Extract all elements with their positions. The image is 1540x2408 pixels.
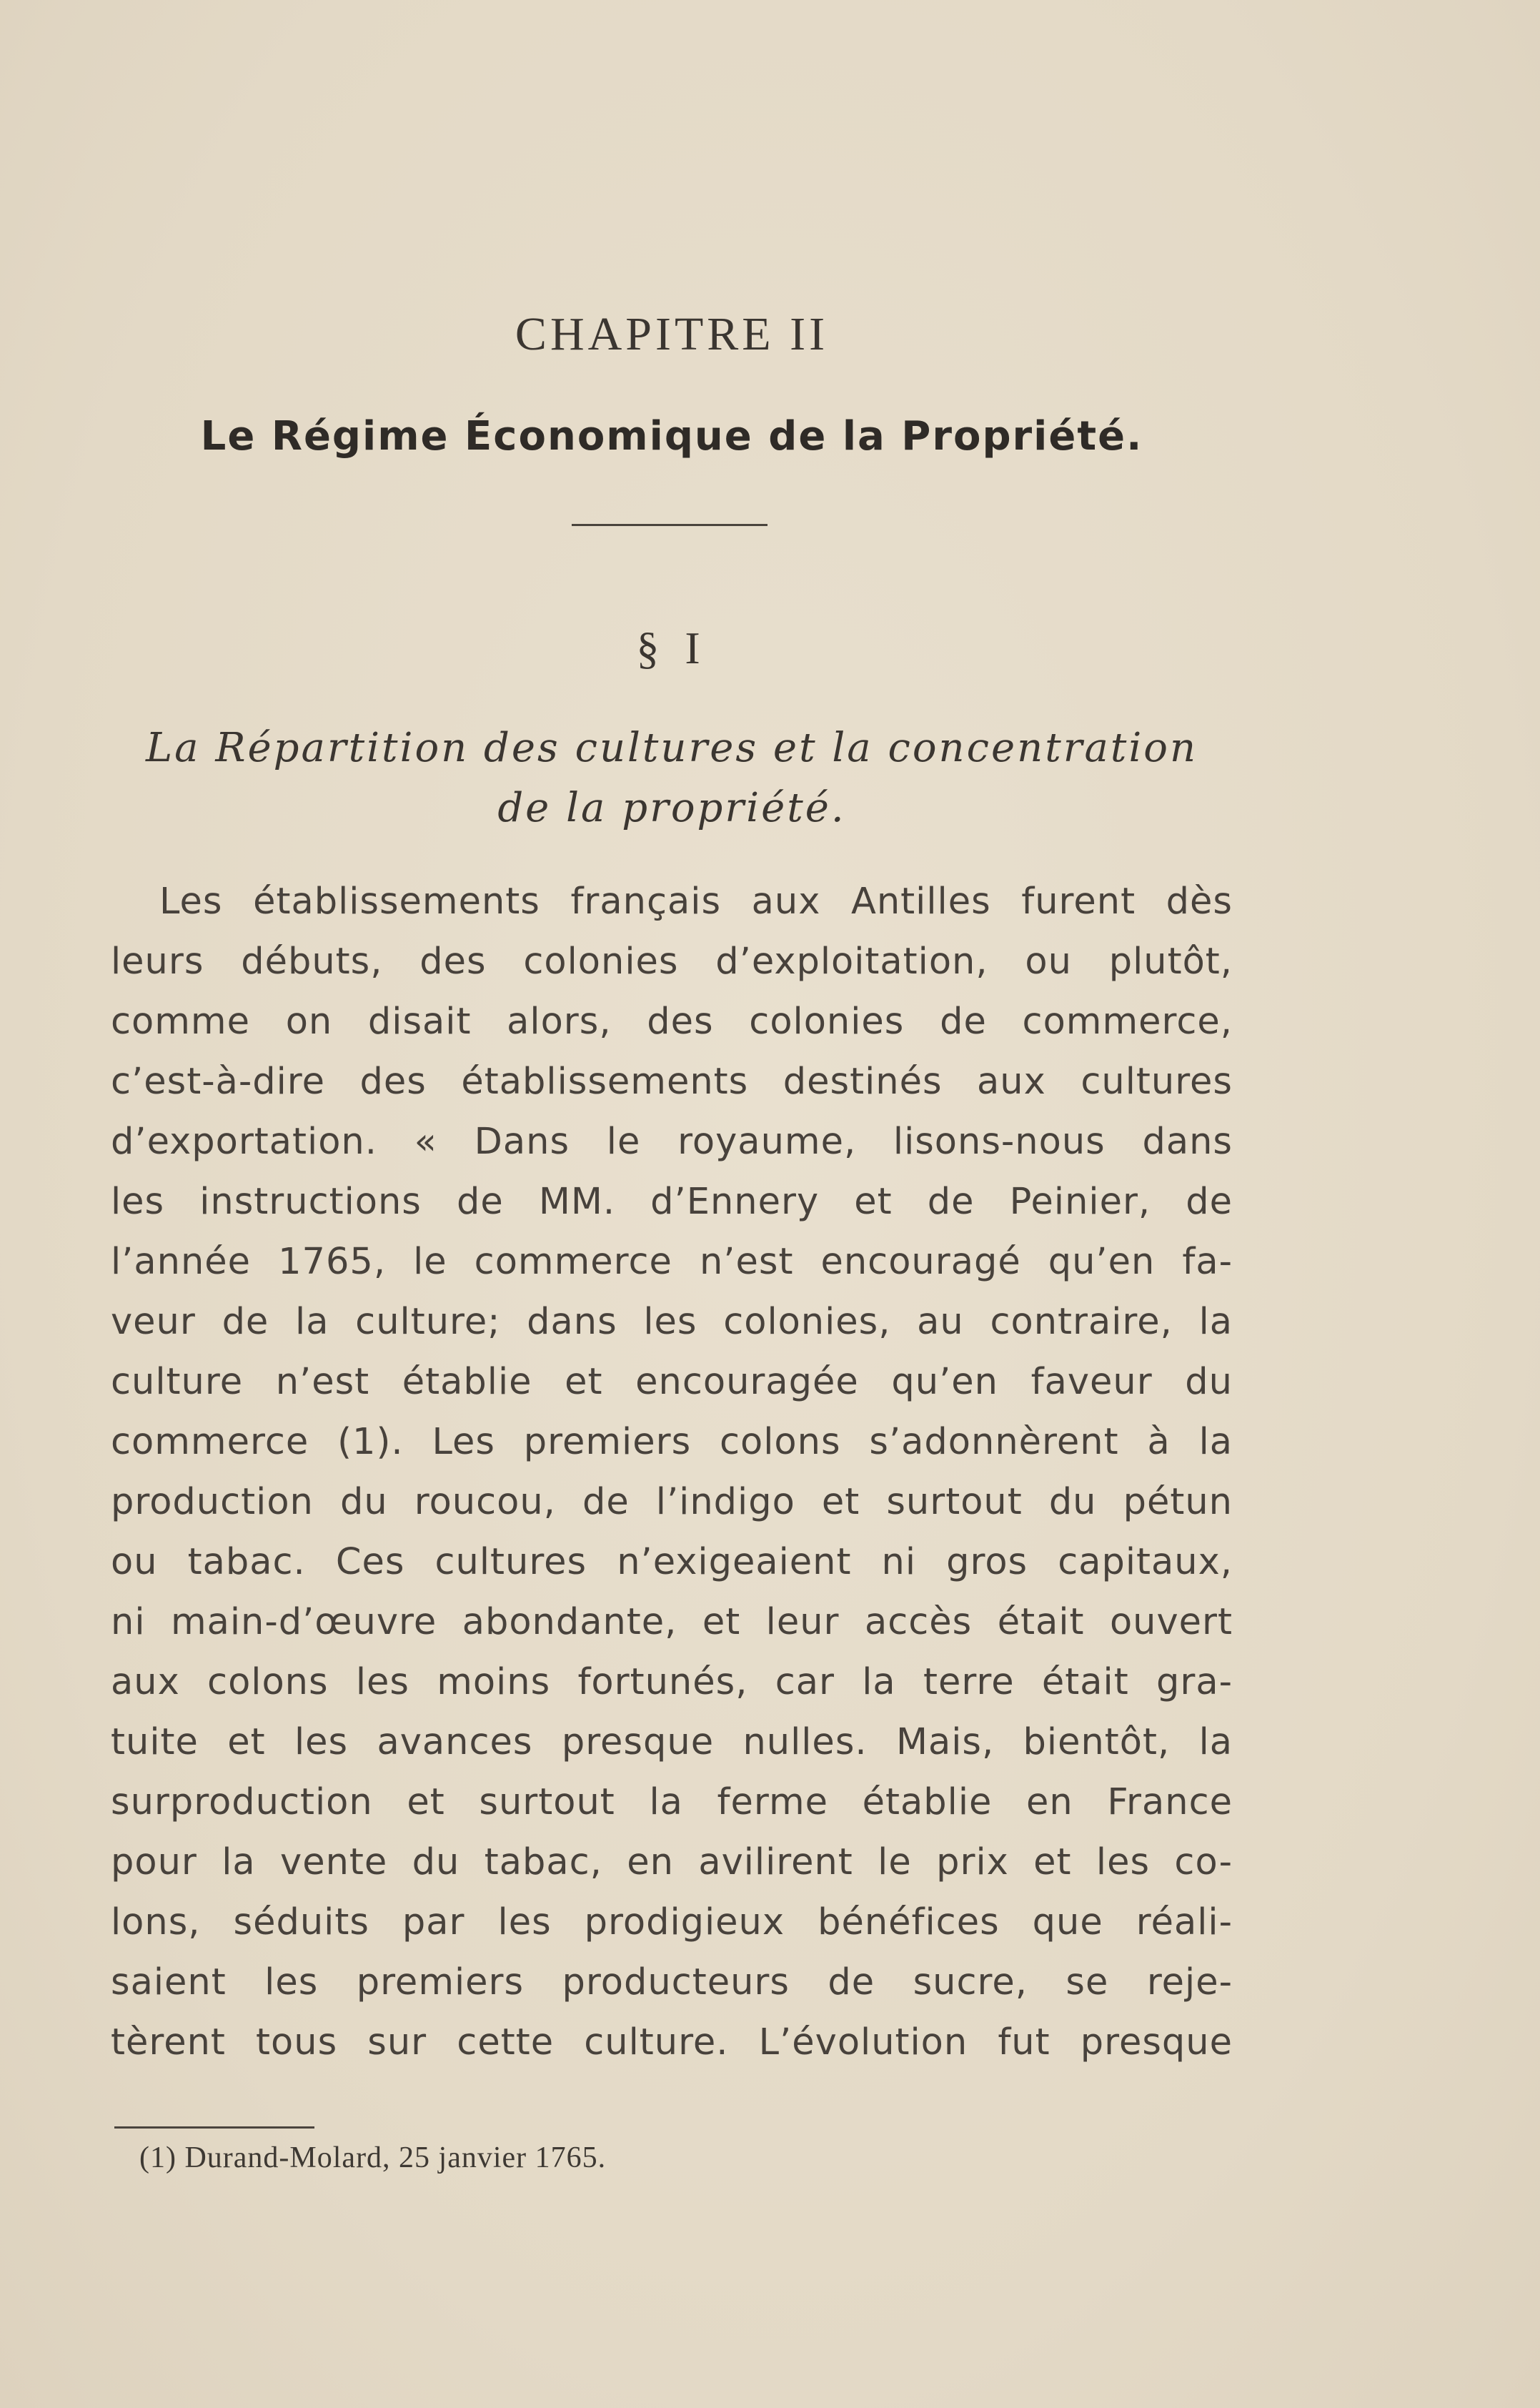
text-line: commerce (1). Les premiers colons s’adonnèrent à la — [111, 1421, 1233, 1463]
text-line: culture n’est établie et encouragée qu’en faveur du — [111, 1361, 1233, 1403]
text-line: veur de la culture; dans les colonies, au contraire, la — [111, 1301, 1233, 1343]
text-line: d’exportation. « Dans le royaume, lisons-nous dans — [111, 1121, 1233, 1163]
text-line: pour la vente du tabac, en avilirent le prix et les co- — [111, 1841, 1233, 1883]
text-line: leurs débuts, des colonies d’exploitation, ou plutôt, — [111, 941, 1233, 983]
text-line: c’est-à-dire des établissements destinés aux cultures — [111, 1061, 1233, 1103]
heading-divider — [572, 524, 767, 526]
section-title — [114, 718, 1229, 838]
section-title-line: de la propriété. — [497, 785, 846, 831]
text-line: comme on disait alors, des colonies de commerce, — [111, 1001, 1233, 1043]
text-line: saient les premiers producteurs de sucre, se reje- — [111, 1961, 1233, 2003]
footnote-divider — [114, 2126, 314, 2129]
section-number: § I — [636, 623, 707, 673]
section-title-line: La Répartition des cultures et la concentration — [145, 725, 1198, 771]
text-line: aux colons les moins fortunés, car la terre était gra- — [111, 1661, 1233, 1703]
text-line: tuite et les avances presque nulles. Mais, bientôt, la — [111, 1721, 1233, 1763]
text-line: surproduction et surtout la ferme établie en France — [111, 1781, 1233, 1823]
text-line: les instructions de MM. d’Ennery et de Peinier, de — [111, 1181, 1233, 1223]
text-line: ou tabac. Ces cultures n’exigeaient ni gros capitaux, — [111, 1541, 1233, 1583]
chapter-heading: CHAPITRE II — [515, 308, 829, 360]
footnote: (1) Durand-Molard, 25 janvier 1765. — [139, 2141, 607, 2174]
text-line: lons, séduits par les prodigieux bénéfices que réali- — [111, 1901, 1233, 1943]
text-line: production du roucou, de l’indigo et surtout du pétun — [111, 1481, 1233, 1523]
text-line: Les établissements français aux Antilles furent dès — [159, 881, 1233, 923]
body-paragraph — [111, 872, 1233, 2073]
text-line: tèrent tous sur cette culture. L’évolution fut presque — [111, 2021, 1233, 2063]
chapter-subtitle: Le Régime Économique de la Propriété. — [200, 413, 1143, 460]
text-line: l’année 1765, le commerce n’est encouragé qu’en fa- — [111, 1241, 1233, 1283]
text-line: ni main-d’œuvre abondante, et leur accès était ouvert — [111, 1601, 1233, 1643]
